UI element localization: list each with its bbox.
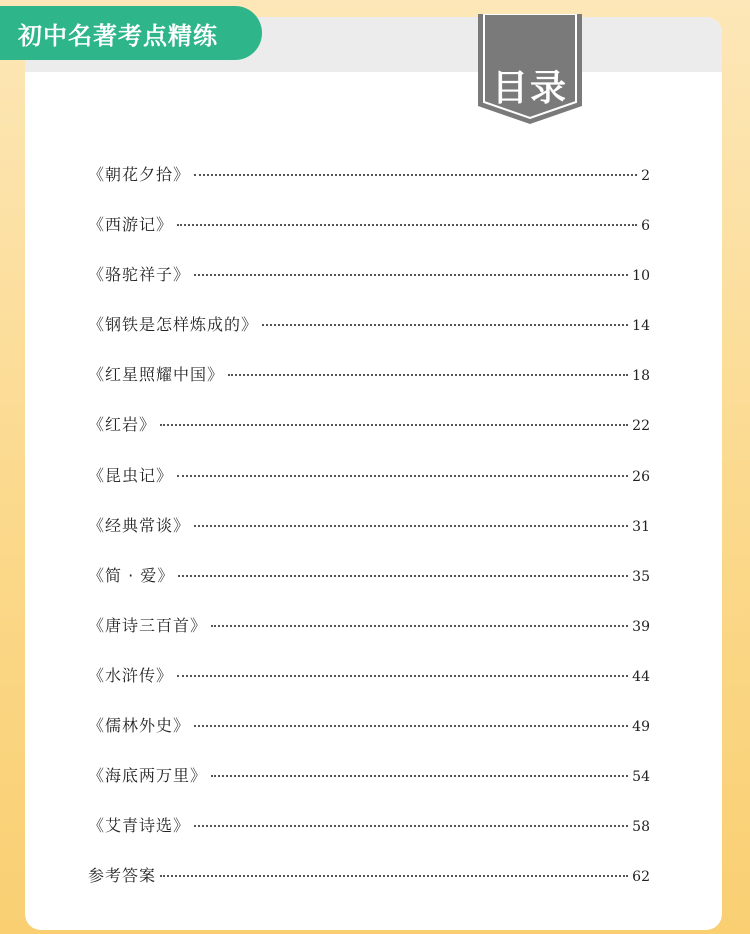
series-title-tab [0,6,262,60]
toc-leader-dots [194,274,628,276]
toc-entry-page: 18 [632,368,650,385]
toc-entry-title: 《海底两万里》 [88,766,208,786]
table-of-contents [88,162,650,913]
toc-leader-dots [211,625,628,627]
toc-leader-dots [160,875,628,877]
toc-entry-page: 31 [632,518,650,535]
toc-entry-title: 《昆虫记》 [88,465,174,485]
toc-leader-dots [262,324,628,326]
toc-entry-page: 26 [632,468,650,485]
toc-entry-page: 62 [632,869,650,886]
toc-entry-title: 《简 · 爱》 [88,565,175,585]
toc-entry-page: 54 [632,769,650,786]
toc-leader-dots [194,525,628,527]
toc-entry[interactable] [88,563,650,613]
toc-entry-page: 39 [632,618,650,635]
toc-entry-page: 6 [641,218,650,235]
toc-entry-title: 《经典常谈》 [88,515,191,535]
toc-leader-dots [177,224,637,226]
toc-leader-dots [178,575,628,577]
toc-leader-dots [177,475,628,477]
toc-entry-title: 《钢铁是怎样炼成的》 [88,315,259,335]
toc-entry-page: 49 [632,719,650,736]
toc-leader-dots [177,675,628,677]
toc-entry[interactable] [88,613,650,663]
toc-entry-page: 35 [632,568,650,585]
toc-entry-title: 《儒林外史》 [88,716,191,736]
toc-leader-dots [194,825,628,827]
toc-entry-title: 《朝花夕拾》 [88,165,191,184]
toc-leader-dots [228,374,628,376]
toc-entry-page: 2 [641,168,650,184]
toc-leader-dots [160,424,628,426]
toc-entry-page: 22 [632,418,650,435]
toc-entry-title: 《水浒传》 [88,665,174,685]
toc-entry[interactable] [88,362,650,412]
toc-entry-page: 10 [632,268,650,285]
toc-leader-dots [194,174,637,176]
toc-entry[interactable] [88,262,650,312]
toc-entry[interactable] [88,212,650,262]
contents-heading: 目录 [491,68,568,109]
toc-entry[interactable] [88,312,650,362]
toc-entry[interactable] [88,412,650,462]
toc-entry-title: 《红星照耀中国》 [88,365,225,385]
toc-entry[interactable] [88,663,650,713]
toc-entry[interactable] [88,713,650,763]
toc-entry-page: 14 [632,318,650,335]
toc-entry[interactable] [88,813,650,863]
toc-entry[interactable] [88,763,650,813]
toc-leader-dots [211,775,628,777]
toc-entry-page: 58 [632,819,650,836]
toc-entry[interactable] [88,513,650,563]
toc-entry-title: 《红岩》 [88,415,157,435]
toc-entry-page: 44 [632,668,650,685]
toc-entry[interactable] [88,463,650,513]
toc-entry-title: 《骆驼祥子》 [88,265,191,285]
toc-entry-title: 《艾青诗选》 [88,816,191,836]
series-title: 初中名著考点精练 [18,21,218,50]
toc-entry-title: 《唐诗三百首》 [88,615,208,635]
toc-entry[interactable] [88,863,650,913]
contents-ribbon [476,14,584,124]
toc-leader-dots [194,725,628,727]
toc-entry-title: 《西游记》 [88,215,174,235]
toc-entry-title: 参考答案 [88,866,157,886]
toc-entry[interactable] [88,162,650,212]
